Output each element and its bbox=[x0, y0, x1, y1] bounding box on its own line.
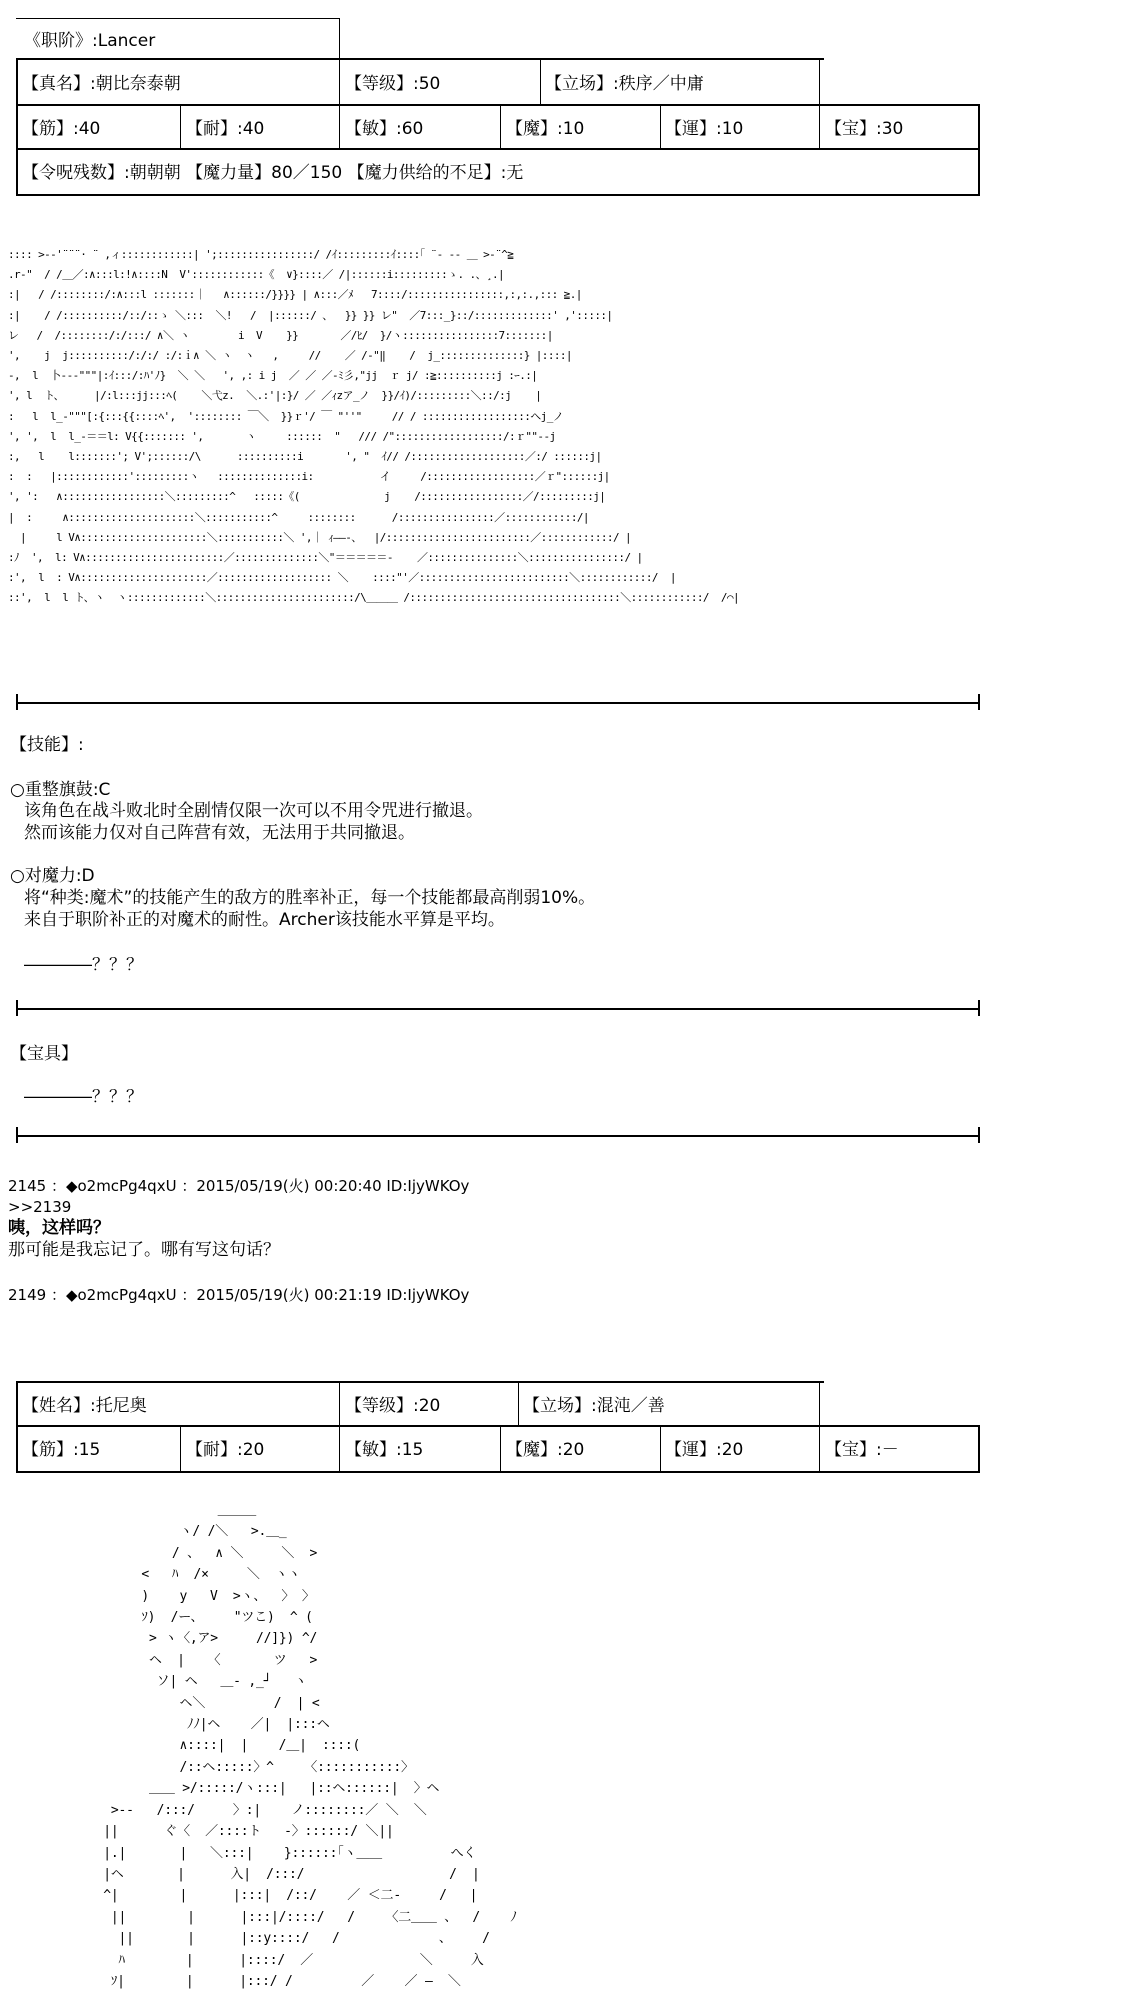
level: 【等级】:50 bbox=[345, 74, 441, 94]
skills-header: 【技能】: bbox=[10, 735, 84, 755]
alignment: 【立场】:混沌／善 bbox=[523, 1396, 665, 1416]
level: 【等级】:20 bbox=[345, 1396, 441, 1416]
np-unknown: ――――？？？ bbox=[24, 1087, 143, 1107]
skill2-desc-line2: 来自于职阶补正的对魔术的耐性。Archer该技能水平算是平均。 bbox=[24, 910, 505, 930]
skill1-title: ○重整旗鼓:C bbox=[10, 780, 111, 800]
np-header: 【宝具】 bbox=[10, 1044, 78, 1064]
skill2-desc-line1: 将“种类:魔术”的技能产生的敌方的胜率补正，每一个技能都最高削弱10%。 bbox=[24, 888, 596, 908]
post-header: 2145 ：◆o2mcPg4qxU ：2015/05/19(火) 00:20:40 ID:IjyWKOy bbox=[8, 1177, 470, 1195]
command-spells: 【令呪残数】:朝朝朝 【魔力量】80／150 【魔力供给的不足】:无 bbox=[22, 163, 524, 183]
ascii-art-portrait-1: :::: >-‐'¨¨¨· ¨ ,ィ::::::::::::| ';::::::::::::::::/ /ｲ:::::::::ｲ::::｢ ¨- ‐- ＿ >-¨^≧ .r‐" / /＿／:∧:::l:!∧::::N V'::::::::::::《 ∨}::::／ /|::::::i:::::::::ゝ. .、¸.| :| / /::::::::/:∧:::l :::::::｜ ∧::::::/}}}} | ∧:::／ﾒ 7::::/::::::::::::::::,:,:.,::: ≧.| :| / /::::::::::/::/::ゝ ＼::: ＼! / |::::::/ 、 }} }} レ" ／7:::_}::/:::::::::::::' ,':::::| レ / /::::::::/:/:::/ ∧＼ ヽ i V }} ／/ﾋ/ }/ヽ::::::::::::::::7:::::::| ', j j::::::::::/:/:/ :/:ｉ∧ ＼ ヽ ヽ , // ／ /‐"‖ / j_::::::::::::::} |::::| -, l 卜‐‐‐"""|:ｲ:::/:ﾊ'ﾉ} ＼ ＼ ', ,: i j ／ ／ ／-ﾐ彡,"jj ｒ j/ :≧::::::::::j :ｰ.:| ', l ト、 |/:l:::jj:::ﾍ( ＼弋z. ＼.:'|:}/ ／ ／ｨzア_ノ }}/ｲ)/:::::::::＼::/:j | : l l_‐"""[:{:::{{::::ﾍ', ':::::::: ￣＼ }}ｒ'/ ￣ "''" // / ::::::::::::::::::ヘj_ノ ', ', l l_‐＝＝l: V{{::::::: ', ヽ :::::: " /// /"::::::::::::::::::/:ｒ""‐‐j :, l l:::::::'; V';::::::/\ ::::::::::i ', " ｲ// /:::::::::::::::::::／:/ ::::::j| : : |::::::::::::':::::::::ヽ ::::::::::::::i: イ /::::::::::::::::::／ｒ"::::::j| ', ': ∧:::::::::::::::::＼:::::::::^ :::::《( j /:::::::::::::::::／/:::::::::j| | : ∧:::::::::::::::::::::＼:::::::::::^ :::::::: /::::::::::::::::／::::::::::::/| | l V∧:::::::::::::::::::::＼:::::::::::＼ ',｜ ｨ――‐、 |/::::::::::::::::::::::::／::::::::::::/ | :ﾉ ', l: V∧:::::::::::::::::::::::／::::::::::::::＼"＝＝＝＝＝- ／:::::::::::::::＼::::::::::::::::/ | :', l : V∧:::::::::::::::::::::／::::::::::::::::::: ＼ ::::"'／:::::::::::::::::::::::::＼::::::::::::/ | ::', l l ト、ヽ ヽ:::::::::::::＼:::::::::::::::::::::::/\＿＿＿ /:::::::::::::::::::::::::::::::::::＼::::::::::::/ /⌒| bbox=[8, 248, 740, 605]
skill1-desc-line1: 该角色在战斗败北时全剧情仅限一次可以不用令咒进行撤退。 bbox=[24, 801, 483, 821]
true-name: 【真名】:朝比奈泰朝 bbox=[22, 74, 181, 94]
stat-agi: 【敏】:60 bbox=[345, 119, 424, 139]
stat-str: 【筋】:15 bbox=[22, 1440, 101, 1460]
post-header: 2149 ：◆o2mcPg4qxU ：2015/05/19(火) 00:21:19 ID:IjyWKOy bbox=[8, 1286, 470, 1304]
stat-mag: 【魔】:10 bbox=[506, 119, 585, 139]
stat-mag: 【魔】:20 bbox=[506, 1440, 585, 1460]
name: 【姓名】:托尼奥 bbox=[22, 1396, 147, 1416]
reply-link[interactable]: >>2139 bbox=[8, 1198, 72, 1216]
stat-agi: 【敏】:15 bbox=[345, 1440, 424, 1460]
stat-luck: 【運】:10 bbox=[665, 119, 744, 139]
ascii-art-portrait-2: ＿＿＿ ヽ/ /＼ >.＿_ / 、 ∧ ＼ ＼ > < ﾊ /× ＼ ヽヽ ) y V >ヽ、 〉 〉 ｿ) /ー、 "ツこ) ^ ( > ヽ〈,ア> //]}) ^/ ヘ | 〈 ツ > ソ| ヘ ＿- ,_┘ ヽ ヘ＼ / | < ﾉﾉ|ヘ ／| |:::ヘ ∧::::| | /＿| ::::( /::ヘ:::::〉^ 〈:::::::::::〉 ＿＿ >/:::::/ヽ:::| |::ヘ::::::| 〉ヘ >‐‐ /:::/ 〉:| ノ::::::::／ ＼ ＼ || ぐ〈 ／::::ト ‐〉::::::/ ＼|| |.| | ＼:::| }::::::｢ヽ＿＿ へく |ヘ | 入| /:::/ / | ^| | |:::| /::/ ／ ＜二‐ / | || | |:::|/::::/ / 〈二＿＿ 、 / ﾉ || | |::y::::/ / 、 / ﾊ | |::::/ ／ ＼ 入 ｿ| | |:::/ / ／ ／ ― ＼ bbox=[103, 1503, 517, 1989]
stat-luck: 【運】:20 bbox=[665, 1440, 744, 1460]
stat-end: 【耐】:40 bbox=[186, 119, 265, 139]
class-label: 《职阶》:Lancer bbox=[24, 31, 156, 51]
stat-np: 【宝】:－ bbox=[825, 1440, 899, 1460]
skill-unknown: ――――？？？ bbox=[24, 955, 143, 975]
skill2-title: ○对魔力:D bbox=[10, 866, 95, 886]
stat-np: 【宝】:30 bbox=[825, 119, 904, 139]
skill1-desc-line2: 然而该能力仅对自己阵营有效，无法用于共同撤退。 bbox=[24, 823, 415, 843]
alignment: 【立场】:秩序／中庸 bbox=[545, 74, 704, 94]
stat-end: 【耐】:20 bbox=[186, 1440, 265, 1460]
post-body-line1: 咦，这样吗？ bbox=[8, 1218, 110, 1238]
stat-str: 【筋】:40 bbox=[22, 119, 101, 139]
post-body-line2: 那可能是我忘记了。哪有写这句话？ bbox=[8, 1240, 280, 1260]
